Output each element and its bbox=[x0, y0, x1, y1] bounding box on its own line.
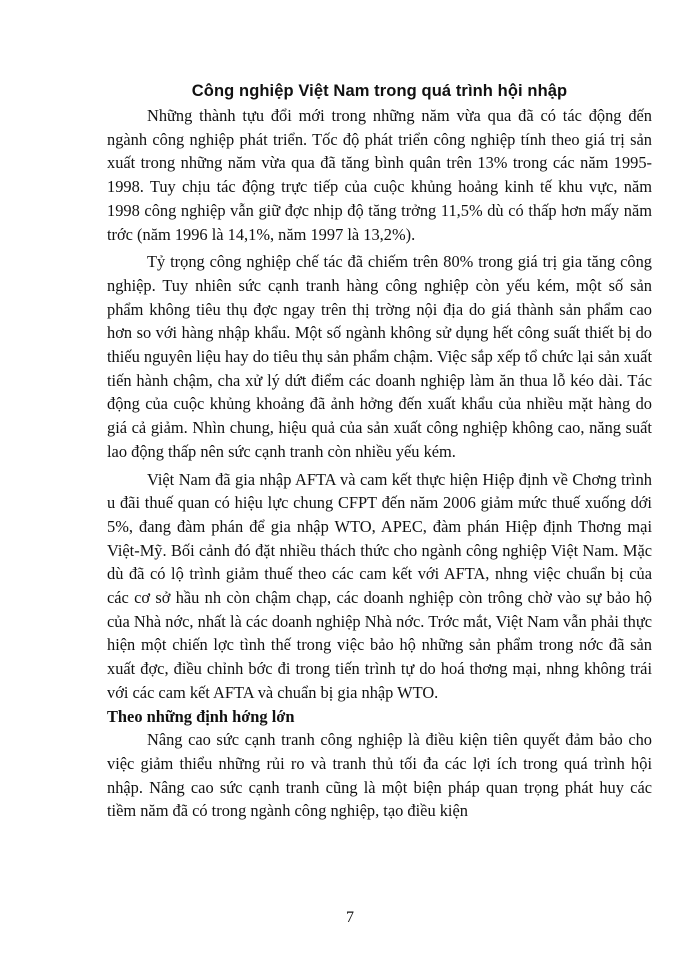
paragraph-achievements: Những thành tựu đổi mới trong những năm vừa qua đã có tác động đến ngành công nghiệp phát triển. Tốc độ phát triển công nghiệp tính theo giá trị sản xuất trong những năm vừa qua đã tăng bình quân trên 13% trong các năm 1995-1998. Tuy chịu tác động trực tiếp của cuộc khủng hoảng kinh tế khu vực, năm 1998 công nghiệp vẫn giữ đợc nhịp độ tăng trởng 11,5% dù có thấp hơn mấy năm trớc (năm 1996 là 14,1%, năm 1997 là 13,2%). bbox=[107, 106, 652, 244]
page-title: Công nghiệp Việt Nam trong quá trình hội nhập bbox=[191, 82, 568, 100]
section-subheading: Theo những định hớng lớn bbox=[107, 706, 295, 726]
paragraph-afta-integration: Việt Nam đã gia nhập AFTA và cam kết thực hiện Hiệp định về Chơng trình u đãi thuế quan có hiệu lực chung CFPT đến năm 2006 giảm mức thuế xuống dới 5%, đang đàm phán để gia nhập WTO, APEC, đàm phán Hiệp định Thơng mại Việt-Mỹ. Bối cảnh đó đặt nhiều thách thức cho ngành công nghiệp Việt Nam. Mặc dù đã có lộ trình giảm thuế theo các cam kết với AFTA, nhng việc chuẩn bị của các cơ sở hầu nh còn chậm chạp, các doanh nghiệp còn trông chờ vào sự bảo hộ của Nhà nớc, nhất là các doanh nghiệp Nhà nớc. Trớc mắt, Việt Nam vẫn phải thực hiện một chiến lợc tình thế trong việc bảo hộ những sản phẩm trong nớc đã sản xuất đợc, điều chỉnh bớc đi trong tiến trình tự do hoá thơng mại, nhng không trái với các cam kết AFTA và chuẩn bị gia nhập WTO. bbox=[107, 469, 652, 702]
paragraph-competitiveness: Nâng cao sức cạnh tranh công nghiệp là điều kiện tiên quyết đảm bảo cho việc giảm thiểu những rủi ro và tranh thủ tối đa các lợi ích trong quá trình hội nhập. Nâng cao sức cạnh tranh cũng là một biện pháp quan trọng phát huy các tiềm năm đã có trong ngành công nghiệp, tạo điều kiện bbox=[107, 730, 652, 821]
paragraph-manufacturing-share: Tỷ trọng công nghiệp chế tác đã chiếm trên 80% trong giá trị gia tăng công nghiệp. Tuy nhiên sức cạnh tranh hàng công nghiệp còn yếu kém, một số sản phẩm không tiêu thụ đợc ngay trên thị trờng nội địa do giá thành sản phẩm cao hơn so với hàng nhập khẩu. Một số ngành không sử dụng hết công suất thiết bị do thiếu nguyên liệu hay do tiêu thụ sản phẩm chậm. Việc sắp xếp tổ chức lại sản xuất tiến hành chậm, cha xử lý dứt điểm các doanh nghiệp làm ăn thua lỗ kéo dài. Tác động của cuộc khủng khoảng đã ảnh hởng đến xuất khẩu của nhiều mặt hàng do giá cả giảm. Nhìn chung, hiệu quả của sản xuất công nghiệp không cao, năng suất lao động thấp nên sức cạnh tranh còn nhiều yếu kém. bbox=[107, 252, 652, 461]
body-text bbox=[107, 104, 652, 823]
page-number: 7 bbox=[346, 909, 354, 926]
